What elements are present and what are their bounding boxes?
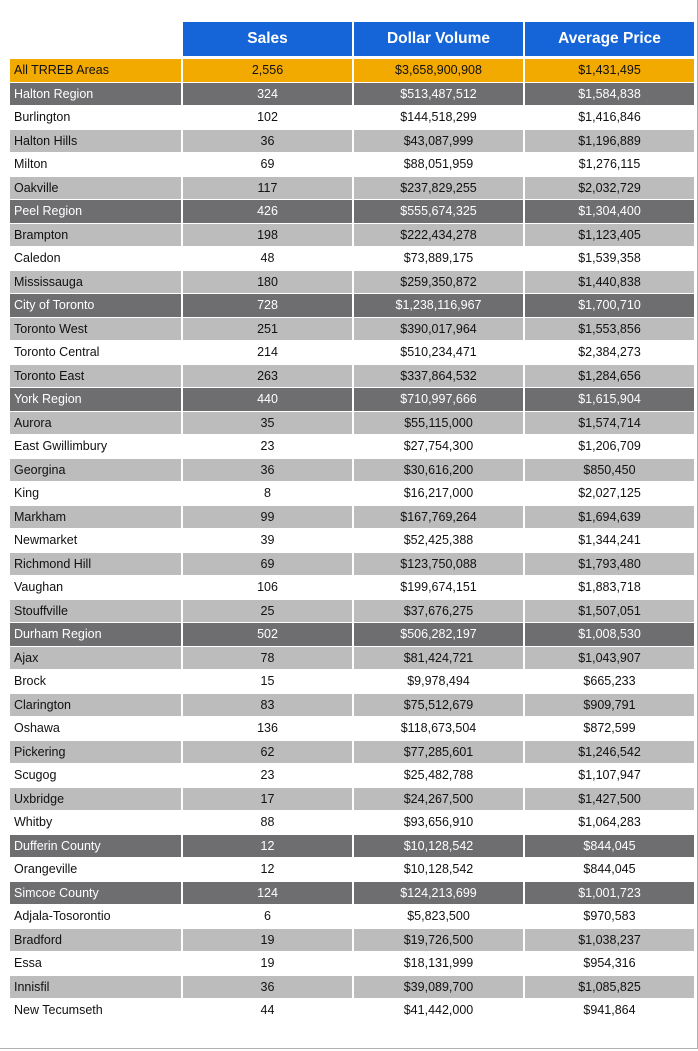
area-cell: Oshawa xyxy=(14,721,60,736)
table-row xyxy=(10,976,694,999)
column-divider xyxy=(352,647,354,670)
column-divider xyxy=(181,59,183,82)
sales-cell: 12 xyxy=(260,862,275,877)
column-divider xyxy=(352,271,354,294)
dollar-volume-cell: $27,754,300 xyxy=(403,439,474,454)
table-row xyxy=(10,59,694,82)
column-divider xyxy=(352,177,354,200)
sales-cell: 6 xyxy=(264,909,271,924)
column-divider xyxy=(181,694,183,717)
area-cell: All TRREB Areas xyxy=(14,63,109,78)
column-divider xyxy=(523,506,525,529)
column-divider xyxy=(352,224,354,247)
table-row xyxy=(10,459,694,482)
dollar-volume-cell: $510,234,471 xyxy=(400,345,477,360)
area-cell: Essa xyxy=(14,956,42,971)
column-divider xyxy=(352,976,354,999)
sales-cell: 48 xyxy=(260,251,275,266)
table-row xyxy=(10,576,694,599)
dollar-volume-cell: $81,424,721 xyxy=(403,650,474,665)
dollar-volume-cell: $16,217,000 xyxy=(403,486,474,501)
column-divider xyxy=(181,506,183,529)
dollar-volume-cell: $93,656,910 xyxy=(403,815,474,830)
area-cell: Toronto Central xyxy=(14,345,100,360)
area-cell: Richmond Hill xyxy=(14,556,92,571)
table-row xyxy=(10,670,694,693)
dollar-volume-cell: $118,673,504 xyxy=(400,721,477,736)
average-price-cell: $1,431,495 xyxy=(578,63,641,78)
area-cell: Dufferin County xyxy=(14,838,101,853)
sales-cell: 69 xyxy=(260,556,275,571)
average-price-cell: $665,233 xyxy=(583,674,636,689)
area-cell: Whitby xyxy=(14,815,53,830)
column-divider xyxy=(523,553,525,576)
sales-cell: 19 xyxy=(260,932,275,947)
column-divider xyxy=(523,59,525,82)
average-price-cell: $2,384,273 xyxy=(578,345,641,360)
average-price-cell: $1,284,656 xyxy=(578,368,641,383)
column-divider xyxy=(352,412,354,435)
area-cell: Simcoe County xyxy=(14,885,99,900)
sales-cell: 214 xyxy=(257,345,278,360)
column-divider xyxy=(523,318,525,341)
column-divider xyxy=(352,882,354,905)
column-divider xyxy=(523,788,525,811)
table-row xyxy=(10,717,694,740)
dollar-volume-cell: $124,213,699 xyxy=(400,885,477,900)
column-divider xyxy=(181,600,183,623)
column-divider xyxy=(181,294,183,317)
column-divider xyxy=(352,929,354,952)
dollar-volume-cell: $39,089,700 xyxy=(403,979,474,994)
dollar-volume-cell: $222,434,278 xyxy=(400,227,477,242)
column-divider xyxy=(352,294,354,317)
sales-cell: 440 xyxy=(257,392,278,407)
sales-cell: 83 xyxy=(260,697,275,712)
sales-cell: 99 xyxy=(260,509,275,524)
column-divider xyxy=(352,59,354,82)
sales-cell: 23 xyxy=(260,439,275,454)
column-divider xyxy=(352,83,354,106)
sales-cell: 124 xyxy=(257,885,278,900)
dollar-volume-cell: $513,487,512 xyxy=(400,86,477,101)
average-price-cell: $1,064,283 xyxy=(578,815,641,830)
sales-cell: 117 xyxy=(257,180,278,195)
dollar-volume-cell: $237,829,255 xyxy=(400,180,477,195)
sales-cell: 8 xyxy=(264,486,271,501)
area-cell: Brock xyxy=(14,674,46,689)
table-row xyxy=(10,694,694,717)
sales-cell: 62 xyxy=(260,744,275,759)
column-divider xyxy=(352,506,354,529)
sales-cell: 78 xyxy=(260,650,275,665)
column-divider xyxy=(181,412,183,435)
dollar-volume-cell: $337,864,532 xyxy=(400,368,477,383)
area-cell: Scugog xyxy=(14,768,57,783)
sales-cell: 102 xyxy=(257,110,278,125)
column-divider xyxy=(523,694,525,717)
column-divider xyxy=(352,200,354,223)
dollar-volume-cell: $52,425,388 xyxy=(403,533,474,548)
area-cell: Burlington xyxy=(14,110,71,125)
average-price-cell: $1,123,405 xyxy=(578,227,641,242)
table-row xyxy=(10,200,694,223)
dollar-volume-cell: $43,087,999 xyxy=(403,133,474,148)
area-cell: York Region xyxy=(14,392,82,407)
table-row xyxy=(10,623,694,646)
average-price-cell: $1,043,907 xyxy=(578,650,641,665)
table-row xyxy=(10,388,694,411)
column-divider xyxy=(181,553,183,576)
dollar-volume-cell: $24,267,500 xyxy=(403,791,474,806)
average-price-cell: $872,599 xyxy=(583,721,636,736)
column-divider xyxy=(352,388,354,411)
area-cell: Mississauga xyxy=(14,274,83,289)
area-cell: Georgina xyxy=(14,462,66,477)
average-price-cell: $2,027,125 xyxy=(578,486,641,501)
dollar-volume-cell: $77,285,601 xyxy=(403,744,474,759)
column-divider xyxy=(181,929,183,952)
column-divider xyxy=(523,130,525,153)
average-price-cell: $1,793,480 xyxy=(578,556,641,571)
sales-cell: 36 xyxy=(260,462,275,477)
sales-cell: 23 xyxy=(260,768,275,783)
table-row xyxy=(10,600,694,623)
column-divider xyxy=(352,741,354,764)
column-divider xyxy=(181,271,183,294)
column-divider xyxy=(181,83,183,106)
table-row xyxy=(10,153,694,176)
header-average-price: Average Price xyxy=(525,22,694,56)
average-price-cell: $1,700,710 xyxy=(578,298,641,313)
column-divider xyxy=(523,835,525,858)
dollar-volume-cell: $167,769,264 xyxy=(400,509,477,524)
column-divider xyxy=(352,318,354,341)
sales-cell: 426 xyxy=(257,204,278,219)
table-row xyxy=(10,271,694,294)
dollar-volume-cell: $123,750,088 xyxy=(400,556,477,571)
table-row xyxy=(10,858,694,881)
average-price-cell: $1,246,542 xyxy=(578,744,641,759)
column-divider xyxy=(181,365,183,388)
table-row xyxy=(10,482,694,505)
area-cell: Bradford xyxy=(14,932,62,947)
average-price-cell: $1,883,718 xyxy=(578,580,641,595)
sales-cell: 88 xyxy=(260,815,275,830)
sales-cell: 44 xyxy=(260,1003,275,1018)
average-price-cell: $1,001,723 xyxy=(578,885,641,900)
column-divider xyxy=(523,412,525,435)
column-divider xyxy=(523,976,525,999)
column-divider xyxy=(181,388,183,411)
dollar-volume-cell: $55,115,000 xyxy=(404,415,473,430)
area-cell: Milton xyxy=(14,157,48,172)
column-divider xyxy=(352,694,354,717)
sales-cell: 15 xyxy=(260,674,275,689)
area-cell: Brampton xyxy=(14,227,69,242)
column-divider xyxy=(523,83,525,106)
table-row xyxy=(10,130,694,153)
table-row xyxy=(10,929,694,952)
area-cell: Newmarket xyxy=(14,533,78,548)
area-cell: Vaughan xyxy=(14,580,64,595)
column-divider xyxy=(523,365,525,388)
table-row xyxy=(10,506,694,529)
dollar-volume-cell: $9,978,494 xyxy=(407,674,470,689)
dollar-volume-cell: $5,823,500 xyxy=(407,909,470,924)
table-row xyxy=(10,882,694,905)
dollar-volume-cell: $10,128,542 xyxy=(403,862,474,877)
average-price-cell: $1,038,237 xyxy=(578,932,641,947)
sales-cell: 106 xyxy=(257,580,278,595)
dollar-volume-cell: $390,017,964 xyxy=(400,321,477,336)
table-row xyxy=(10,318,694,341)
column-divider xyxy=(523,294,525,317)
sales-cell: 502 xyxy=(257,627,278,642)
average-price-cell: $1,615,904 xyxy=(578,392,641,407)
dollar-volume-cell: $18,131,999 xyxy=(403,956,474,971)
column-divider xyxy=(181,200,183,223)
area-cell: Caledon xyxy=(14,251,61,266)
average-price-cell: $844,045 xyxy=(583,862,636,877)
sales-cell: 36 xyxy=(260,979,275,994)
area-cell: Ajax xyxy=(14,650,39,665)
column-divider xyxy=(181,177,183,200)
sales-cell: 35 xyxy=(260,415,275,430)
column-divider xyxy=(523,177,525,200)
average-price-cell: $1,085,825 xyxy=(578,979,641,994)
sales-cell: 39 xyxy=(260,533,275,548)
average-price-cell: $1,427,500 xyxy=(578,791,641,806)
average-price-cell: $970,583 xyxy=(583,909,636,924)
area-cell: Halton Hills xyxy=(14,133,78,148)
table-row xyxy=(10,999,694,1022)
sales-cell: 136 xyxy=(257,721,278,736)
table-row xyxy=(10,412,694,435)
column-divider xyxy=(523,882,525,905)
table-row xyxy=(10,435,694,458)
sales-cell: 728 xyxy=(257,298,278,313)
area-cell: Markham xyxy=(14,509,67,524)
area-cell: Adjala-Tosorontio xyxy=(14,909,111,924)
table-row xyxy=(10,106,694,129)
table-row xyxy=(10,905,694,928)
table-row xyxy=(10,764,694,787)
dollar-volume-cell: $73,889,175 xyxy=(403,251,474,266)
average-price-cell: $954,316 xyxy=(583,956,636,971)
column-divider xyxy=(352,600,354,623)
table-row xyxy=(10,365,694,388)
column-divider xyxy=(352,835,354,858)
area-cell: Innisfil xyxy=(14,979,50,994)
dollar-volume-cell: $3,658,900,908 xyxy=(395,63,482,78)
average-price-cell: $1,304,400 xyxy=(578,204,641,219)
average-price-cell: $941,864 xyxy=(583,1003,636,1018)
sales-cell: 36 xyxy=(260,133,275,148)
column-divider xyxy=(352,623,354,646)
column-divider xyxy=(352,130,354,153)
table-row xyxy=(10,247,694,270)
average-price-cell: $1,276,115 xyxy=(578,157,641,172)
dollar-volume-cell: $19,726,500 xyxy=(403,932,474,947)
average-price-cell: $1,574,714 xyxy=(578,415,641,430)
column-divider xyxy=(352,553,354,576)
column-divider xyxy=(523,929,525,952)
column-divider xyxy=(523,388,525,411)
column-divider xyxy=(523,224,525,247)
column-divider xyxy=(181,788,183,811)
header-sales: Sales xyxy=(183,22,352,56)
column-divider xyxy=(181,459,183,482)
column-divider xyxy=(523,200,525,223)
column-divider xyxy=(181,130,183,153)
area-cell: Halton Region xyxy=(14,86,94,101)
column-divider xyxy=(181,647,183,670)
sales-cell: 69 xyxy=(260,157,275,172)
dollar-volume-cell: $710,997,666 xyxy=(400,392,477,407)
sales-cell: 180 xyxy=(257,274,278,289)
table-row xyxy=(10,553,694,576)
column-divider xyxy=(352,788,354,811)
area-cell: New Tecumseth xyxy=(14,1003,103,1018)
sales-cell: 198 xyxy=(257,227,278,242)
dollar-volume-cell: $506,282,197 xyxy=(400,627,477,642)
area-cell: Uxbridge xyxy=(14,791,65,806)
dollar-volume-cell: $199,674,151 xyxy=(400,580,477,595)
column-divider xyxy=(181,224,183,247)
table-row xyxy=(10,83,694,106)
table-row xyxy=(10,294,694,317)
average-price-cell: $1,694,639 xyxy=(578,509,641,524)
table-row xyxy=(10,529,694,552)
table-row xyxy=(10,341,694,364)
sales-cell: 25 xyxy=(260,603,275,618)
column-divider xyxy=(181,741,183,764)
average-price-cell: $1,196,889 xyxy=(578,133,641,148)
dollar-volume-cell: $555,674,325 xyxy=(400,204,477,219)
dollar-volume-cell: $88,051,959 xyxy=(403,157,474,172)
column-divider xyxy=(523,271,525,294)
average-price-cell: $1,539,358 xyxy=(578,251,641,266)
table-row xyxy=(10,788,694,811)
dollar-volume-cell: $75,512,679 xyxy=(403,697,474,712)
average-price-cell: $1,416,846 xyxy=(578,110,641,125)
column-divider xyxy=(523,600,525,623)
column-divider xyxy=(181,623,183,646)
table-row xyxy=(10,835,694,858)
dollar-volume-cell: $259,350,872 xyxy=(400,274,477,289)
column-divider xyxy=(523,647,525,670)
area-cell: Orangeville xyxy=(14,862,78,877)
average-price-cell: $909,791 xyxy=(583,697,636,712)
area-cell: Peel Region xyxy=(14,204,83,219)
sales-cell: 251 xyxy=(257,321,278,336)
table-row xyxy=(10,224,694,247)
average-price-cell: $1,206,709 xyxy=(578,439,641,454)
area-cell: Pickering xyxy=(14,744,66,759)
average-price-cell: $844,045 xyxy=(583,838,636,853)
dollar-volume-cell: $10,128,542 xyxy=(403,838,474,853)
area-cell: Stouffville xyxy=(14,603,68,618)
dollar-volume-cell: $144,518,299 xyxy=(400,110,477,125)
table-row xyxy=(10,811,694,834)
area-cell: Aurora xyxy=(14,415,52,430)
area-cell: Oakville xyxy=(14,180,59,195)
column-divider xyxy=(181,976,183,999)
dollar-volume-cell: $1,238,116,967 xyxy=(395,298,482,313)
column-divider xyxy=(523,623,525,646)
column-divider xyxy=(352,459,354,482)
area-cell: City of Toronto xyxy=(14,298,95,313)
sales-cell: 19 xyxy=(260,956,275,971)
average-price-cell: $1,507,051 xyxy=(578,603,641,618)
header-dollar-volume: Dollar Volume xyxy=(354,22,523,56)
average-price-cell: $1,008,530 xyxy=(578,627,641,642)
sales-cell: 2,556 xyxy=(251,63,284,78)
average-price-cell: $1,344,241 xyxy=(578,533,641,548)
column-divider xyxy=(352,365,354,388)
sales-cell: 12 xyxy=(260,838,275,853)
table-row xyxy=(10,647,694,670)
average-price-cell: $2,032,729 xyxy=(578,180,641,195)
sales-cell: 263 xyxy=(257,368,278,383)
column-divider xyxy=(181,318,183,341)
average-price-cell: $1,440,838 xyxy=(578,274,641,289)
area-cell: King xyxy=(14,486,40,501)
column-divider xyxy=(181,835,183,858)
dollar-volume-cell: $30,616,200 xyxy=(403,462,474,477)
average-price-cell: $1,107,947 xyxy=(578,768,641,783)
table-row xyxy=(10,741,694,764)
sales-cell: 324 xyxy=(257,86,278,101)
dollar-volume-cell: $41,442,000 xyxy=(403,1003,474,1018)
table-row xyxy=(10,952,694,975)
table-row xyxy=(10,177,694,200)
area-cell: East Gwillimbury xyxy=(14,439,108,454)
average-price-cell: $1,553,856 xyxy=(578,321,641,336)
column-divider xyxy=(523,459,525,482)
area-cell: Clarington xyxy=(14,697,71,712)
average-price-cell: $850,450 xyxy=(583,462,636,477)
area-cell: Durham Region xyxy=(14,627,102,642)
column-divider xyxy=(181,882,183,905)
dollar-volume-cell: $37,676,275 xyxy=(403,603,474,618)
average-price-cell: $1,584,838 xyxy=(578,86,641,101)
area-cell: Toronto East xyxy=(14,368,85,383)
bottom-border xyxy=(0,1048,698,1049)
dollar-volume-cell: $25,482,788 xyxy=(403,768,474,783)
area-cell: Toronto West xyxy=(14,321,88,336)
column-divider xyxy=(523,741,525,764)
sales-cell: 17 xyxy=(260,791,275,806)
